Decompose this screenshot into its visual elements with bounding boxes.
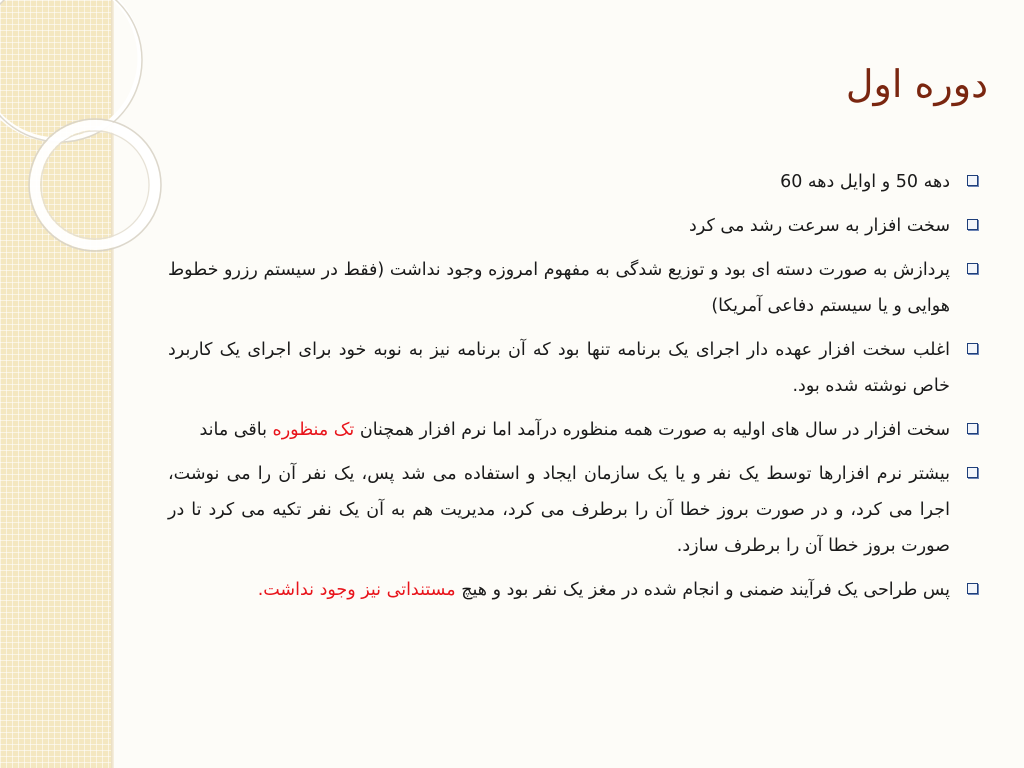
bullet-item-6	[168, 456, 954, 564]
bullet-text: اغلب سخت افزار عهده دار اجرای یک برنامه تنها بود که آن برنامه نیز به نوبه خود برای اجرای یک کاربرد خاص نوشته شده بود.	[168, 340, 950, 396]
bullet-text: سخت افزار به سرعت رشد می کرد	[689, 216, 950, 236]
bullet-text: بیشتر نرم افزارها توسط یک نفر و یا یک سازمان ایجاد و استفاده می شد پس، یک نفر آن را می نوشت، اجرا می کرد، و در صورت بروز خطا آن را برطرف می کرد، مدیریت هم به آن یک نفر تکیه می کرد تا در صورت بروز خطا آن را برطرف سازد.	[168, 464, 950, 556]
bullet-item-2	[168, 208, 954, 244]
bullet-item-5	[168, 412, 954, 448]
bullet-text-end: باقی ماند	[199, 420, 273, 440]
slide-content	[168, 164, 954, 616]
bullet-text: دهه 50 و اوایل دهه 60	[780, 172, 950, 192]
bullet-text-start: سخت افزار در سال های اولیه به صورت همه منظوره درآمد اما نرم افزار همچنان	[354, 420, 950, 440]
hollow-square-bullet-icon	[967, 423, 978, 434]
hollow-square-bullet-icon	[967, 467, 978, 478]
highlighted-text: مستنداتی نیز وجود نداشت.	[257, 580, 456, 600]
bullet-text-start: پس طراحی یک فرآیند ضمنی و انجام شده در مغز یک نفر بود و هیچ	[455, 580, 950, 600]
hollow-square-bullet-icon	[967, 219, 978, 230]
hollow-square-bullet-icon	[967, 175, 978, 186]
bullet-item-1	[168, 164, 954, 200]
bullet-item-4	[168, 332, 954, 404]
slide-title: دوره اول	[845, 62, 988, 106]
decorative-side-band	[0, 0, 113, 768]
hollow-square-bullet-icon	[967, 343, 978, 354]
side-band-edge	[111, 0, 114, 768]
bullet-text: پردازش به صورت دسته ای بود و توزیع شدگی به مفهوم امروزه وجود نداشت (فقط در سیستم رزرو خطوط هوایی و یا سیستم دفاعی آمریکا)	[168, 260, 950, 316]
highlighted-text: تک منظوره	[272, 420, 355, 440]
bullet-item-7	[168, 572, 954, 608]
hollow-square-bullet-icon	[967, 263, 978, 274]
bullet-list	[168, 164, 954, 608]
hollow-square-bullet-icon	[967, 583, 978, 594]
bullet-item-3	[168, 252, 954, 324]
